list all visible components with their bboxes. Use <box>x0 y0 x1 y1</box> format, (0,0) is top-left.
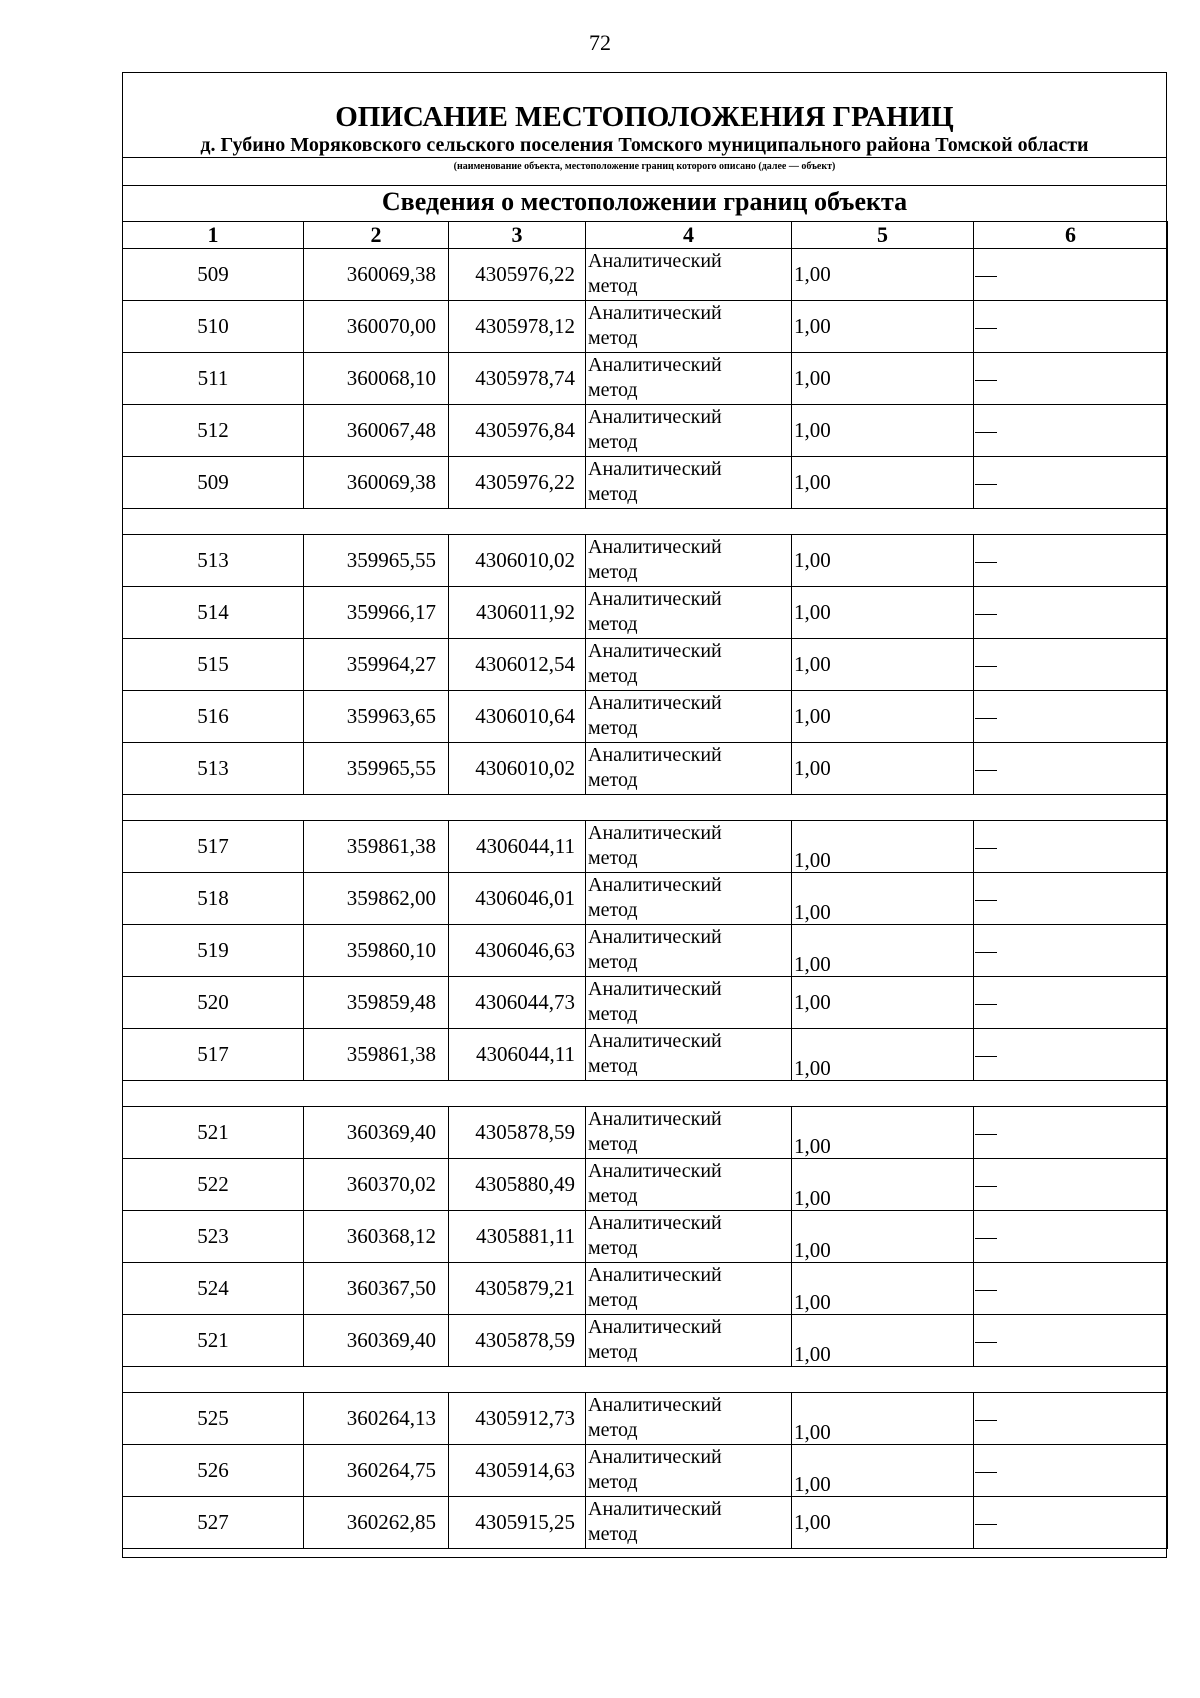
method-line1: Аналитический <box>588 1264 722 1286</box>
table-row <box>123 353 1168 405</box>
coord-y: 4305976,22 <box>449 457 586 509</box>
column-header: 5 <box>792 222 974 249</box>
accuracy-value: 1,00 <box>792 1445 974 1497</box>
table-row <box>123 535 1168 587</box>
accuracy-value: 1,00 <box>792 587 974 639</box>
coord-y: 4306046,63 <box>449 925 586 977</box>
method-cell <box>586 821 792 873</box>
method-line2: метод <box>588 1289 638 1311</box>
method-cell <box>586 405 792 457</box>
coord-y: 4305879,21 <box>449 1263 586 1315</box>
contour-separator-row <box>123 509 1168 535</box>
coord-x: 360069,38 <box>304 457 449 509</box>
empty-value-cell <box>974 925 1168 977</box>
accuracy-value: 1,00 <box>792 405 974 457</box>
accuracy-value: 1,00 <box>792 1159 974 1211</box>
dash-mark <box>975 1186 997 1187</box>
coord-x: 360369,40 <box>304 1315 449 1367</box>
table-row <box>123 457 1168 509</box>
coord-y: 4305878,59 <box>449 1107 586 1159</box>
empty-value-cell <box>974 873 1168 925</box>
point-number: 518 <box>123 873 304 925</box>
method-cell <box>586 691 792 743</box>
table-row <box>123 1029 1168 1081</box>
method-line2: метод <box>588 1055 638 1077</box>
method-line1: Аналитический <box>588 1030 722 1052</box>
accuracy-value: 1,00 <box>792 353 974 405</box>
accuracy-value: 1,00 <box>792 1497 974 1549</box>
method-line2: метод <box>588 769 638 791</box>
document-header <box>123 73 1166 176</box>
coord-x: 360264,13 <box>304 1393 449 1445</box>
point-number: 520 <box>123 977 304 1029</box>
coord-y: 4306010,64 <box>449 691 586 743</box>
coord-x: 359861,38 <box>304 821 449 873</box>
point-number: 509 <box>123 457 304 509</box>
method-cell <box>586 1211 792 1263</box>
coord-y: 4306046,01 <box>449 873 586 925</box>
accuracy-value: 1,00 <box>792 1393 974 1445</box>
dash-mark <box>975 666 997 667</box>
coord-y: 4305976,84 <box>449 405 586 457</box>
method-line1: Аналитический <box>588 874 722 896</box>
method-cell <box>586 249 792 301</box>
dash-mark <box>975 1056 997 1057</box>
method-line2: метод <box>588 483 638 505</box>
empty-value-cell <box>974 301 1168 353</box>
table-row <box>123 1497 1168 1549</box>
dash-mark <box>975 900 997 901</box>
dash-mark <box>975 328 997 329</box>
object-name: д. Губино Моряковского сельского поселения Томского муниципального района Томской области <box>200 134 1089 156</box>
accuracy-value: 1,00 <box>792 1029 974 1081</box>
point-number: 523 <box>123 1211 304 1263</box>
table-row <box>123 743 1168 795</box>
coord-x: 360368,12 <box>304 1211 449 1263</box>
method-cell <box>586 1263 792 1315</box>
method-line1: Аналитический <box>588 692 722 714</box>
dash-mark <box>975 432 997 433</box>
empty-value-cell <box>974 1107 1168 1159</box>
coord-y: 4306010,02 <box>449 743 586 795</box>
dash-mark <box>975 848 997 849</box>
table-row <box>123 821 1168 873</box>
empty-value-cell <box>974 405 1168 457</box>
point-number: 521 <box>123 1315 304 1367</box>
method-cell <box>586 639 792 691</box>
method-line1: Аналитический <box>588 1316 722 1338</box>
empty-value-cell <box>974 977 1168 1029</box>
empty-value-cell <box>974 1029 1168 1081</box>
column-header: 3 <box>449 222 586 249</box>
coord-x: 359966,17 <box>304 587 449 639</box>
method-line1: Аналитический <box>588 536 722 558</box>
method-line2: метод <box>588 1185 638 1207</box>
table-row <box>123 249 1168 301</box>
dash-mark <box>975 1238 997 1239</box>
coord-y: 4306010,02 <box>449 535 586 587</box>
method-line1: Аналитический <box>588 822 722 844</box>
coord-x: 360367,50 <box>304 1263 449 1315</box>
accuracy-value: 1,00 <box>792 873 974 925</box>
method-cell <box>586 301 792 353</box>
method-line1: Аналитический <box>588 354 722 376</box>
column-header: 6 <box>974 222 1168 249</box>
empty-value-cell <box>974 1497 1168 1549</box>
method-cell <box>586 1497 792 1549</box>
method-cell <box>586 587 792 639</box>
page-number: 72 <box>589 30 611 55</box>
point-number: 509 <box>123 249 304 301</box>
point-number: 513 <box>123 743 304 795</box>
empty-value-cell <box>974 1315 1168 1367</box>
method-line2: метод <box>588 1419 638 1441</box>
point-number: 512 <box>123 405 304 457</box>
dash-mark <box>975 770 997 771</box>
separator-cell <box>123 1367 1168 1393</box>
accuracy-value: 1,00 <box>792 1211 974 1263</box>
empty-value-cell <box>974 639 1168 691</box>
table-row <box>123 1211 1168 1263</box>
table-row <box>123 1159 1168 1211</box>
point-number: 517 <box>123 1029 304 1081</box>
document-title: ОПИСАНИЕ МЕСТОПОЛОЖЕНИЯ ГРАНИЦ <box>335 101 954 133</box>
accuracy-value: 1,00 <box>792 1107 974 1159</box>
table-row <box>123 1263 1168 1315</box>
method-line1: Аналитический <box>588 1160 722 1182</box>
accuracy-value: 1,00 <box>792 535 974 587</box>
contour-separator-row <box>123 1081 1168 1107</box>
method-line1: Аналитический <box>588 302 722 324</box>
separator-cell <box>123 1081 1168 1107</box>
coord-y: 4305881,11 <box>449 1211 586 1263</box>
coord-x: 359965,55 <box>304 743 449 795</box>
method-line2: метод <box>588 1237 638 1259</box>
method-line1: Аналитический <box>588 1108 722 1130</box>
method-cell <box>586 1445 792 1497</box>
coord-y: 4305915,25 <box>449 1497 586 1549</box>
method-line2: метод <box>588 951 638 973</box>
dash-mark <box>975 1290 997 1291</box>
method-line1: Аналитический <box>588 458 722 480</box>
method-cell <box>586 925 792 977</box>
column-header: 4 <box>586 222 792 249</box>
coord-y: 4306044,11 <box>449 1029 586 1081</box>
method-cell <box>586 977 792 1029</box>
table-row <box>123 301 1168 353</box>
method-cell <box>586 535 792 587</box>
point-number: 524 <box>123 1263 304 1315</box>
coord-x: 360068,10 <box>304 353 449 405</box>
coord-x: 359963,65 <box>304 691 449 743</box>
section-title: Сведения о местоположении границ объекта <box>381 187 908 216</box>
method-line1: Аналитический <box>588 926 722 948</box>
dash-mark <box>975 380 997 381</box>
point-number: 526 <box>123 1445 304 1497</box>
document-frame <box>122 72 1167 1558</box>
coord-x: 360370,02 <box>304 1159 449 1211</box>
dash-mark <box>975 1004 997 1005</box>
empty-value-cell <box>974 821 1168 873</box>
dash-mark <box>975 614 997 615</box>
coord-x: 359860,10 <box>304 925 449 977</box>
method-cell <box>586 1107 792 1159</box>
separator-cell <box>123 795 1168 821</box>
table-row <box>123 691 1168 743</box>
coord-y: 4306044,11 <box>449 821 586 873</box>
coord-y: 4305878,59 <box>449 1315 586 1367</box>
table-row <box>123 1315 1168 1367</box>
method-cell <box>586 1315 792 1367</box>
method-cell <box>586 743 792 795</box>
dash-mark <box>975 484 997 485</box>
table-row <box>123 977 1168 1029</box>
empty-value-cell <box>974 353 1168 405</box>
dash-mark <box>975 1134 997 1135</box>
point-number: 511 <box>123 353 304 405</box>
empty-value-cell <box>974 1211 1168 1263</box>
accuracy-value: 1,00 <box>792 1263 974 1315</box>
method-line2: метод <box>588 847 638 869</box>
method-line1: Аналитический <box>588 1394 722 1416</box>
method-cell <box>586 873 792 925</box>
empty-value-cell <box>974 457 1168 509</box>
table-row <box>123 873 1168 925</box>
method-line1: Аналитический <box>588 978 722 1000</box>
point-number: 515 <box>123 639 304 691</box>
accuracy-value: 1,00 <box>792 691 974 743</box>
coord-y: 4306012,54 <box>449 639 586 691</box>
empty-value-cell <box>974 535 1168 587</box>
coord-x: 360069,38 <box>304 249 449 301</box>
coord-y: 4305978,12 <box>449 301 586 353</box>
table-row <box>123 405 1168 457</box>
method-line1: Аналитический <box>588 640 722 662</box>
dash-mark <box>975 1420 997 1421</box>
method-cell <box>586 457 792 509</box>
accuracy-value: 1,00 <box>792 457 974 509</box>
method-line2: метод <box>588 431 638 453</box>
method-line2: метод <box>588 1003 638 1025</box>
method-line2: метод <box>588 717 638 739</box>
coord-y: 4305880,49 <box>449 1159 586 1211</box>
column-header-row <box>123 222 1168 249</box>
accuracy-value: 1,00 <box>792 301 974 353</box>
point-number: 513 <box>123 535 304 587</box>
table-row <box>123 1393 1168 1445</box>
contour-separator-row <box>123 1367 1168 1393</box>
coord-x: 360262,85 <box>304 1497 449 1549</box>
method-line2: метод <box>588 1523 638 1545</box>
method-cell <box>586 1393 792 1445</box>
accuracy-value: 1,00 <box>792 743 974 795</box>
empty-value-cell <box>974 743 1168 795</box>
method-line2: метод <box>588 899 638 921</box>
dash-mark <box>975 718 997 719</box>
method-line1: Аналитический <box>588 744 722 766</box>
empty-value-cell <box>974 1159 1168 1211</box>
coord-x: 360264,75 <box>304 1445 449 1497</box>
point-number: 516 <box>123 691 304 743</box>
accuracy-value: 1,00 <box>792 821 974 873</box>
empty-value-cell <box>974 1445 1168 1497</box>
accuracy-value: 1,00 <box>792 925 974 977</box>
dash-mark <box>975 1524 997 1525</box>
method-line1: Аналитический <box>588 1212 722 1234</box>
dash-mark <box>975 1342 997 1343</box>
method-line2: метод <box>588 613 638 635</box>
method-line1: Аналитический <box>588 1446 722 1468</box>
dash-mark <box>975 1472 997 1473</box>
method-line2: метод <box>588 1341 638 1363</box>
coord-y: 4305976,22 <box>449 249 586 301</box>
point-number: 525 <box>123 1393 304 1445</box>
method-cell <box>586 353 792 405</box>
empty-value-cell <box>974 587 1168 639</box>
point-number: 519 <box>123 925 304 977</box>
table-row <box>123 1445 1168 1497</box>
method-line2: метод <box>588 327 638 349</box>
point-number: 514 <box>123 587 304 639</box>
table-row <box>123 1107 1168 1159</box>
contour-separator-row <box>123 795 1168 821</box>
coord-y: 4306044,73 <box>449 977 586 1029</box>
empty-value-cell <box>974 1263 1168 1315</box>
point-number: 521 <box>123 1107 304 1159</box>
point-number: 522 <box>123 1159 304 1211</box>
point-number: 527 <box>123 1497 304 1549</box>
coord-x: 359859,48 <box>304 977 449 1029</box>
object-caption: (наименование объекта, местоположение границ которого описано (далее — объект) <box>453 161 836 172</box>
method-line2: метод <box>588 275 638 297</box>
coord-x: 360369,40 <box>304 1107 449 1159</box>
method-cell <box>586 1159 792 1211</box>
empty-value-cell <box>974 691 1168 743</box>
point-number: 510 <box>123 301 304 353</box>
table-row <box>123 587 1168 639</box>
coord-y: 4305912,73 <box>449 1393 586 1445</box>
method-line2: метод <box>588 1471 638 1493</box>
method-line2: метод <box>588 1133 638 1155</box>
accuracy-value: 1,00 <box>792 249 974 301</box>
accuracy-value: 1,00 <box>792 1315 974 1367</box>
table-row <box>123 639 1168 691</box>
table-row <box>123 925 1168 977</box>
coord-y: 4305978,74 <box>449 353 586 405</box>
method-line2: метод <box>588 561 638 583</box>
empty-value-cell <box>974 1393 1168 1445</box>
method-cell <box>586 1029 792 1081</box>
coord-x: 359964,27 <box>304 639 449 691</box>
coord-y: 4306011,92 <box>449 587 586 639</box>
coord-x: 360070,00 <box>304 301 449 353</box>
coord-x: 359965,55 <box>304 535 449 587</box>
coord-x: 360067,48 <box>304 405 449 457</box>
method-line2: метод <box>588 379 638 401</box>
column-header: 1 <box>123 222 304 249</box>
method-line1: Аналитический <box>588 406 722 428</box>
method-line1: Аналитический <box>588 588 722 610</box>
accuracy-value: 1,00 <box>792 977 974 1029</box>
point-number: 517 <box>123 821 304 873</box>
column-header: 2 <box>304 222 449 249</box>
method-line1: Аналитический <box>588 250 722 272</box>
dash-mark <box>975 562 997 563</box>
accuracy-value: 1,00 <box>792 639 974 691</box>
separator-cell <box>123 509 1168 535</box>
coord-y: 4305914,63 <box>449 1445 586 1497</box>
coord-x: 359861,38 <box>304 1029 449 1081</box>
method-line2: метод <box>588 665 638 687</box>
coordinates-table <box>122 221 1168 1549</box>
dash-mark <box>975 276 997 277</box>
empty-value-cell <box>974 249 1168 301</box>
method-line1: Аналитический <box>588 1498 722 1520</box>
coord-x: 359862,00 <box>304 873 449 925</box>
dash-mark <box>975 952 997 953</box>
